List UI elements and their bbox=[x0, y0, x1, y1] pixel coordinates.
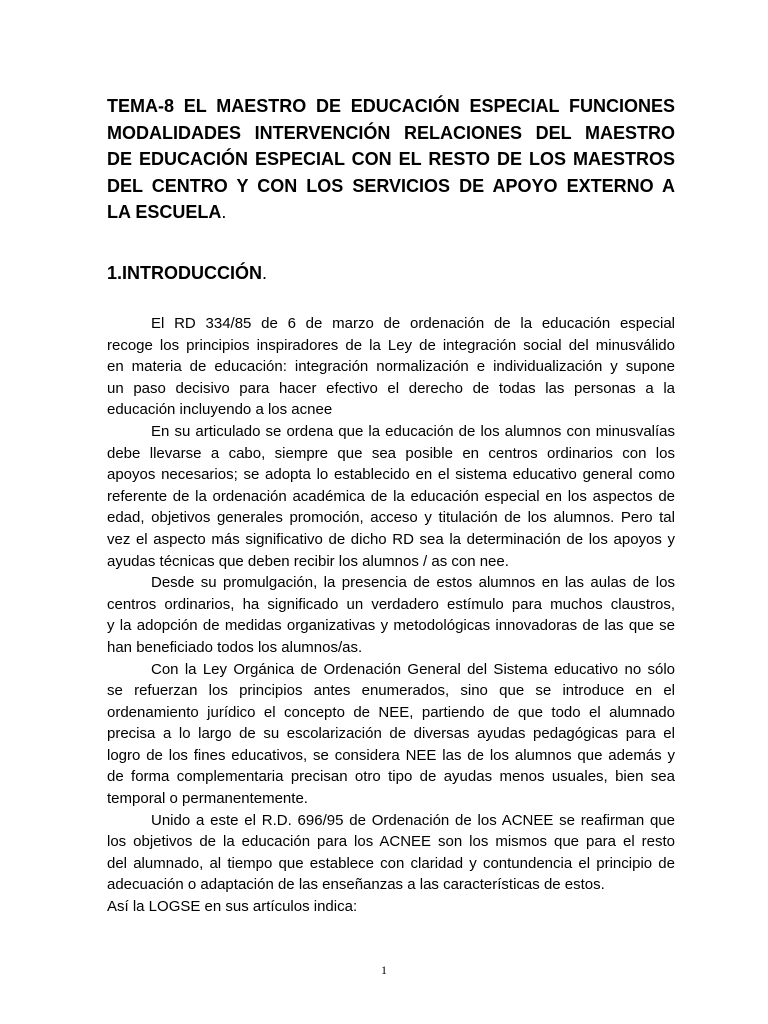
paragraph-line: centros ordinarios, ha significado un verdadero estímulo para muchos claustros, bbox=[107, 595, 675, 613]
paragraph-line: edad, objetivos generales promoción, acceso y titulación de los alumnos. Pero tal bbox=[107, 509, 675, 527]
title-end-mark: . bbox=[221, 202, 227, 223]
paragraph-line: los objetivos de la educación para los ACNEE son los mismos que para el resto bbox=[107, 833, 675, 851]
paragraph-line: temporal o permanentemente. bbox=[107, 790, 308, 808]
paragraph bbox=[107, 313, 675, 421]
paragraph bbox=[107, 572, 675, 658]
body-text bbox=[107, 313, 675, 918]
paragraph-line: ayudas técnicas que deben recibir los alumnos / as con nee. bbox=[107, 552, 509, 570]
paragraph-line: logro de los fines educativos, se considera NEE las de los alumnos que además y bbox=[107, 746, 675, 764]
title-line: DEL CENTRO Y CON LOS SERVICIOS DE APOYO EXTERNO A bbox=[107, 175, 675, 196]
title-line-text: LA ESCUELA bbox=[107, 202, 222, 223]
paragraph-line: han beneficiado todos los alumnos/as. bbox=[107, 638, 363, 656]
paragraph-line: apoyos necesarios; se adopta lo establecido en el sistema educativo general como bbox=[107, 466, 675, 484]
title-line: TEMA-8 EL MAESTRO DE EDUCACIÓN ESPECIAL FUNCIONES bbox=[107, 96, 675, 116]
paragraph-line: adecuación o adaptación de las enseñanzas a las características de estos. bbox=[107, 876, 605, 894]
paragraph-line: educación incluyendo a los acnee bbox=[107, 401, 333, 419]
section-heading-end-mark: . bbox=[262, 263, 268, 283]
paragraph-line: debe llevarse a cabo, siempre que sea posible en centros ordinarios con los bbox=[107, 444, 675, 462]
paragraph bbox=[107, 659, 675, 810]
paragraph bbox=[107, 896, 675, 918]
title-line bbox=[107, 199, 675, 226]
paragraph-line: Unido a este el R.D. 696/95 de Ordenación de los ACNEE se reafirman que bbox=[151, 811, 675, 829]
paragraph-line: Desde su promulgación, la presencia de estos alumnos en las aulas de los bbox=[151, 574, 675, 592]
paragraph-line: precisa a lo largo de su escolarización de diversas ayudas pedagógicas para el bbox=[107, 725, 675, 743]
page-number: 1 bbox=[381, 963, 387, 977]
paragraph-line: Así la LOGSE en sus artículos indica: bbox=[107, 898, 358, 916]
paragraph bbox=[107, 810, 675, 896]
document-title bbox=[107, 93, 675, 226]
paragraph bbox=[107, 421, 675, 572]
paragraph-line: del alumnado, al tiempo que establece con claridad y contundencia el principio de bbox=[107, 854, 675, 872]
title-line: DE EDUCACIÓN ESPECIAL CON EL RESTO DE LOS MAESTROS bbox=[107, 149, 675, 170]
section-heading bbox=[107, 260, 675, 287]
paragraph-line: ordenamiento jurídico el concepto de NEE, partiendo de que todo el alumnado bbox=[107, 703, 675, 721]
paragraph-line: El RD 334/85 de 6 de marzo de ordenación de la educación especial bbox=[151, 315, 675, 332]
paragraph-line: recoge los principios inspiradores de la Ley de integración social del minusválido bbox=[107, 336, 675, 354]
section-heading-text: 1.INTRODUCCIÓN bbox=[107, 263, 263, 283]
title-line: MODALIDADES INTERVENCIÓN RELACIONES DEL MAESTRO bbox=[107, 122, 675, 143]
paragraph-line: en materia de educación: integración normalización e individualización y supone bbox=[107, 358, 675, 376]
paragraph-line: En su articulado se ordena que la educación de los alumnos con minusvalías bbox=[151, 422, 675, 440]
paragraph-line: vez el aspecto más significativo de dicho RD sea la determinación de los apoyos y bbox=[107, 530, 675, 548]
paragraph-line: de forma complementaria precisan otro tipo de ayudas menos usuales, bien sea bbox=[107, 768, 675, 786]
paragraph-line: y la adopción de medidas organizativas y metodológicas innovadoras de las que se bbox=[107, 617, 675, 635]
paragraph-line: un paso decisivo para hacer efectivo el derecho de todas las personas a la bbox=[107, 379, 675, 397]
paragraph-line: referente de la ordenación académica de la educación especial en los aspectos de bbox=[107, 487, 675, 505]
paragraph-line: se refuerzan los principios antes enumerados, sino que se introduce en el bbox=[107, 682, 675, 700]
paragraph-line: Con la Ley Orgánica de Ordenación General del Sistema educativo no sólo bbox=[151, 660, 675, 678]
